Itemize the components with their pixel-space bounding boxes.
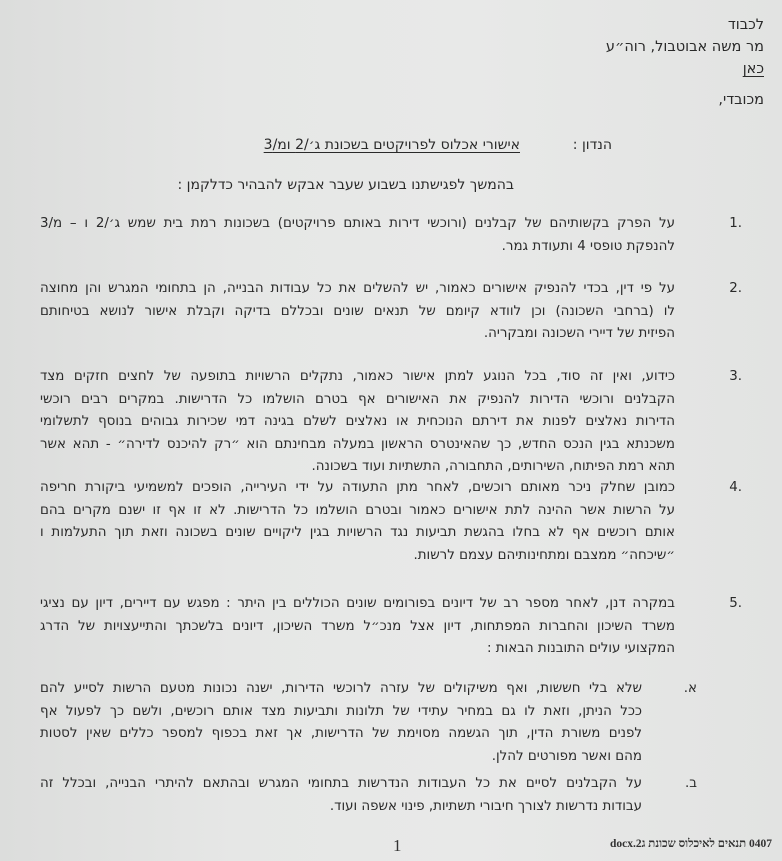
sub-item-line: שלא בלי חששות, ואף משיקולים של עזרה לרוכשי הדירות, ישנה נכונות מטעם הרשות לסייע להם	[40, 681, 642, 696]
subject-label: הנדון :	[572, 137, 612, 153]
item-line: הדירות נאלצים לפנות את דירתם הנוכחית או נאלצים לשלם בגינה דמי שכירות גבוהים בנוסף לתשלומי	[40, 414, 675, 429]
item-line: במקרה דנן, לאחר מספר רב של דיונים בפורומים שונים הכוללים בין היתר : מפגש עם דיירים, דיון עם נציגי	[40, 596, 675, 611]
subject-value: אישורי אכלוס לפרויקטים בשכונת ג׳/2 ומ/3	[263, 137, 520, 153]
item-number: 3.	[729, 369, 742, 384]
numbered-item-4	[40, 477, 742, 567]
sub-item-a	[40, 678, 742, 768]
item-line: ״שיכחה״ ממצבם ומתחינותיהם עצמם לרשות.	[413, 547, 675, 563]
sub-item-letter: ב.	[685, 776, 697, 791]
item-line: לו (ברחבי השכונה) וכן לוודא קיומם של תנאים שונים ובכללם בדיקה וקבלת אישור לנושא בטיחותם	[40, 303, 675, 319]
sub-item-line: ככל הניתן, וזאת לו גם במחיר עתידי של תלונות ותביעות מצד אותם רוכשים, ולשם כך לפעול אף	[40, 703, 642, 719]
item-line: כמובן שחלק ניכר מאותם רוכשים, לאחר מתן התעודה על ידי העירייה, הופכים למשמיעי ביקורת חריפה	[40, 480, 675, 495]
greeting: מכובדי,	[718, 92, 764, 108]
sub-item-line: על הקבלנים לסיים את כל העבודות הנדרשות בתחומי המגרש ובהתאם להיתרי הבנייה, ובכלל זה	[40, 776, 642, 791]
item-number: 1.	[729, 216, 742, 231]
item-line: על הרשות אשר ההינה לתת אישורים כאמור ובטרם הושלמו כל הדרישות. לא זו אף זו ישנם מקרים בהם	[40, 502, 675, 518]
page-number: 1	[393, 836, 402, 855]
subject-line	[264, 137, 612, 153]
item-number: 2.	[729, 281, 742, 296]
numbered-item-5	[40, 593, 742, 661]
sub-item-line: עבודות נדרשות לצורך חיבורי תשתיות, פינוי אשפה ועוד.	[329, 798, 642, 814]
sub-item-text	[40, 773, 642, 818]
item-line: הקבלנים ורוכשי הדירות להנפיק את האישורים אף בטרם הושלמו כל הדרישות. במקרים רבים רוכשי	[40, 391, 675, 407]
item-line: על פי דין, בכדי להנפיק אישורים כאמור, יש להשלים את כל עבודות הבנייה, הן בתחומי המגרש והן מחוצה	[40, 281, 675, 296]
sub-item-letter: א.	[683, 681, 697, 696]
item-line: תהא רמת הפיתוח, השירותים, התחבורה, התשתיות ועוד בשכונה.	[311, 459, 675, 474]
item-text	[40, 213, 675, 258]
item-line: להנפקת טופסי 4 ותעודת גמר.	[501, 238, 675, 254]
item-line: על הפרק בקשותיהם של קבלנים (ורוכשי דירות באותם פרויקטים) בשכונות רמת בית שמש ג׳/2 ו – מ/3	[40, 216, 675, 231]
item-line: כידוע, ואין זה סוד, בכל הנוגע למתן אישור כאמור, נתקלים הרשויות בתופעה של לחצים חזקים מצד	[40, 369, 675, 384]
item-text	[40, 593, 675, 661]
sub-item-b	[40, 773, 742, 818]
addressee-block	[606, 14, 764, 80]
addressee-name: מר משה אבוטבול, רוה״ע	[605, 39, 764, 55]
item-line: אותם רוכשים אף לא בחלו בהגשת תביעות נגד הרשויות בגין ליקויים שונים בשכונה וזאת תוך התעלמות ו	[40, 525, 675, 540]
sub-item-line: לפנים משורת הדין, תוך הגשמה מסוימת של הדרישות, אך זאת בכפוף למספר כללים שאין לסטות	[40, 726, 642, 741]
item-number: 5.	[729, 596, 742, 611]
item-line: משכנתא בגין הנכס החדש, כך שהאינטרס הראשון במעלה מבחינתם הוא ״רק להיכנס לדירה״ - תהא אשר	[40, 436, 675, 452]
item-number: 4.	[729, 480, 742, 495]
sub-item-line: מהם ואשר מפורטים להלן.	[491, 748, 642, 764]
numbered-item-3	[40, 366, 742, 479]
numbered-item-1	[40, 213, 742, 258]
item-line: המקצועי עולים התובנות הבאות :	[486, 641, 675, 656]
numbered-item-2	[40, 278, 742, 346]
item-text	[40, 366, 675, 479]
sub-item-text	[40, 678, 642, 768]
addressee-location: כאן	[742, 61, 764, 77]
addressee-salutation: לכבוד	[727, 17, 764, 33]
footer-file-name: 0407 תנאים לאיכלוס שכונת ג2.docx	[610, 838, 772, 850]
intro-paragraph: בהמשך לפגישתנו בשבוע שעבר אבקש להבהיר כדלקמן :	[177, 177, 514, 193]
item-text	[40, 278, 675, 346]
item-line: משרד השיכון והחברות המפתחות, דיון אצל מנכ״ל משרד השיכון, דיונים בלשכתך והתייעצויות של הדרג	[40, 618, 675, 634]
item-text	[40, 477, 675, 567]
item-line: הפיזית של דיירי השכונה ומבקריה.	[483, 326, 675, 341]
